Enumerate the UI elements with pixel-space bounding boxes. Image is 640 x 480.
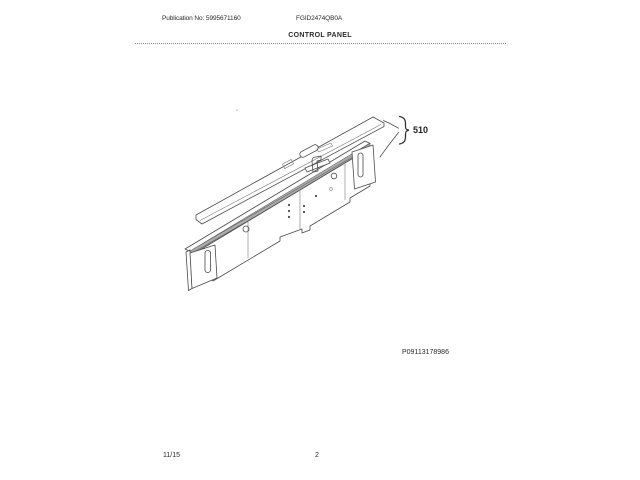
bracket-front-face [190,245,217,289]
model-number: FGID2474QB0A [296,15,343,22]
scan-speck [236,109,237,110]
page-title: CONTROL PANEL [288,32,352,39]
footer-date: 11/15 [163,452,180,459]
callout-label: 510 [413,125,429,135]
callout-brace [400,117,410,145]
publication-number: Publication No: 5995671160 [162,15,241,22]
callout-leader-upper [384,121,399,129]
callout-leader-lower [380,133,399,158]
part-code: P09113178986 [402,349,449,356]
right-mounting-bracket [352,145,376,189]
footer-page-number: 2 [315,452,319,459]
callout-510 [380,117,428,158]
bracket-front-face [352,145,376,189]
